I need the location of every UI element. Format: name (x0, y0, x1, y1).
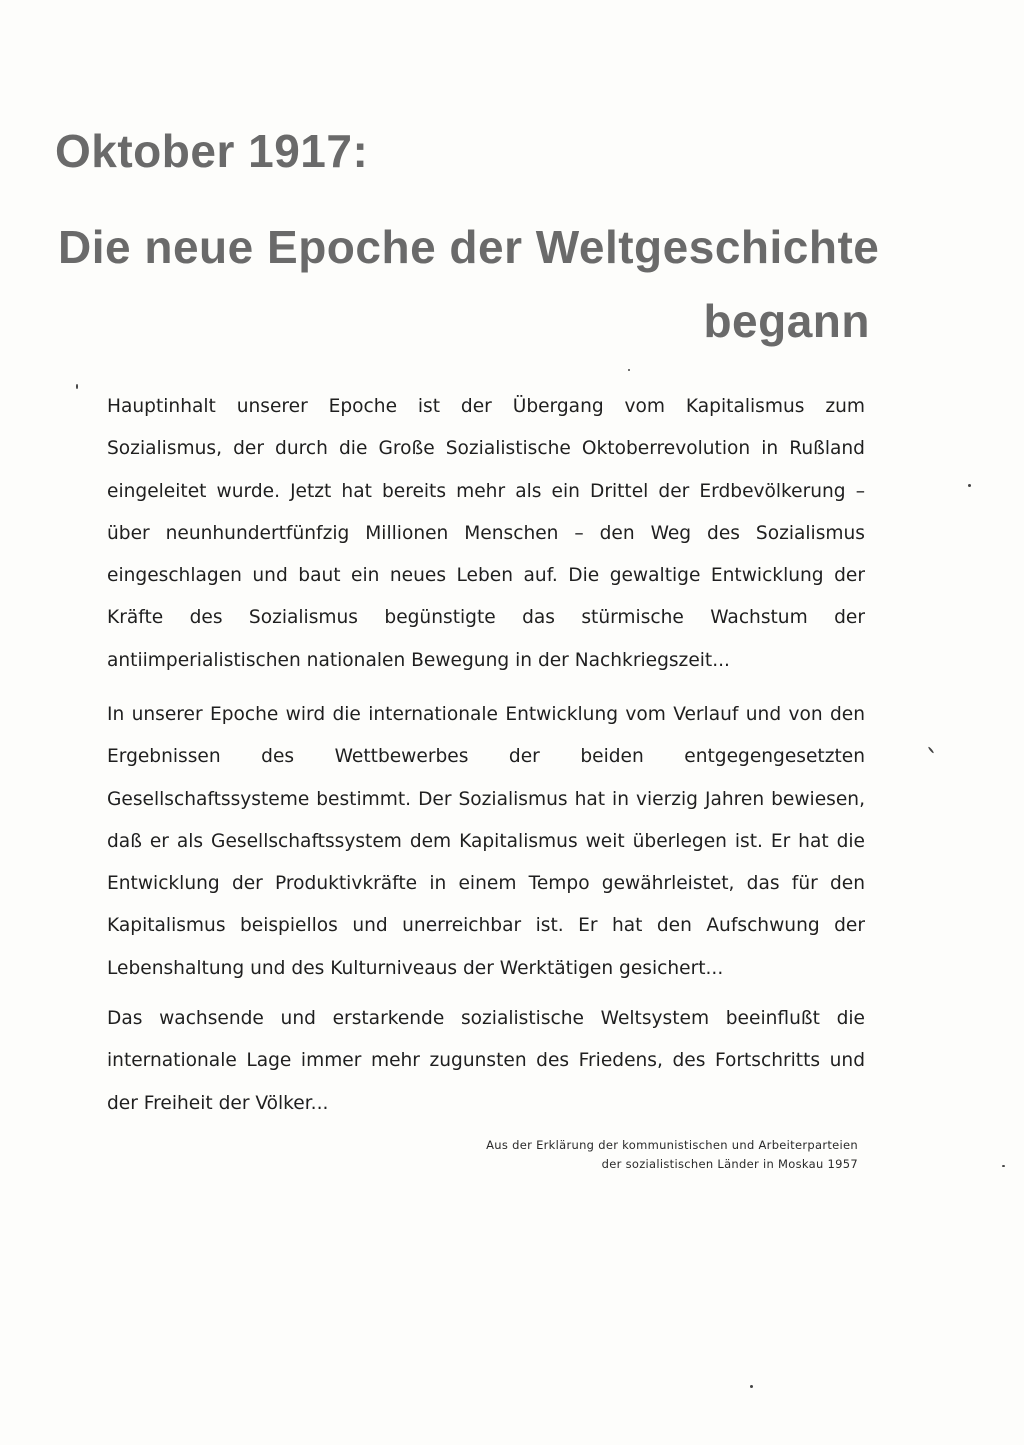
source-line-2: der sozialistischen Länder in Moskau 1957 (601, 1157, 858, 1171)
title-line-2: Die neue Epoche der Weltgeschichte (58, 221, 880, 273)
scan-speck (628, 369, 630, 371)
title-line-3: begann (703, 295, 870, 347)
scan-speck (750, 1385, 753, 1388)
title-line-1: Oktober 1917: (55, 125, 369, 177)
source-line-1: Aus der Erklärung der kommunistischen und Arbeiterparteien (486, 1138, 858, 1152)
paragraph-3: Das wachsende und erstarkende sozialistische Weltsystem beeinflußt die internationale Lage immer mehr zugunsten des Friedens, des Fortschritts und der Freiheit der Völker... (107, 1008, 865, 1114)
scan-speck (928, 746, 935, 753)
scan-speck (76, 384, 78, 389)
paragraph-1: Hauptinhalt unserer Epoche ist der Übergang vom Kapitalismus zum Sozialismus, der durch die Große Sozialistische Oktoberrevolution in Rußland eingeleitet wurde. Jetzt hat bereits mehr als ein Drittel der Erdbevölkerung – über neunhundertfünfzig Millionen Menschen – den Weg des Sozialismus eingeschlagen und baut ein neues Leben auf. Die gewaltige Entwicklung der Kräfte des Sozialismus begünstigte das stürmische Wachstum der antiimperialistischen nationalen Bewegung in der Nachkriegszeit... (107, 396, 865, 671)
scan-speck (1002, 1165, 1005, 1167)
source-citation (486, 1136, 858, 1174)
paragraph-2: In unserer Epoche wird die internationale Entwicklung vom Verlauf und von den Ergebnissen des Wettbewerbes der beiden entgegengesetzten Gesellschaftssysteme bestimmt. Der Sozialismus hat in vierzig Jahren bewiesen, daß er als Gesellschaftssystem dem Kapitalismus weit überlegen ist. Er hat die Entwicklung der Produktivkräfte in einem Tempo gewährleistet, das für den Kapitalismus beispiellos und unerreichbar ist. Er hat den Aufschwung der Lebenshaltung und des Kulturniveaus der Werktätigen gesichert... (107, 704, 865, 979)
scan-speck (968, 484, 971, 487)
